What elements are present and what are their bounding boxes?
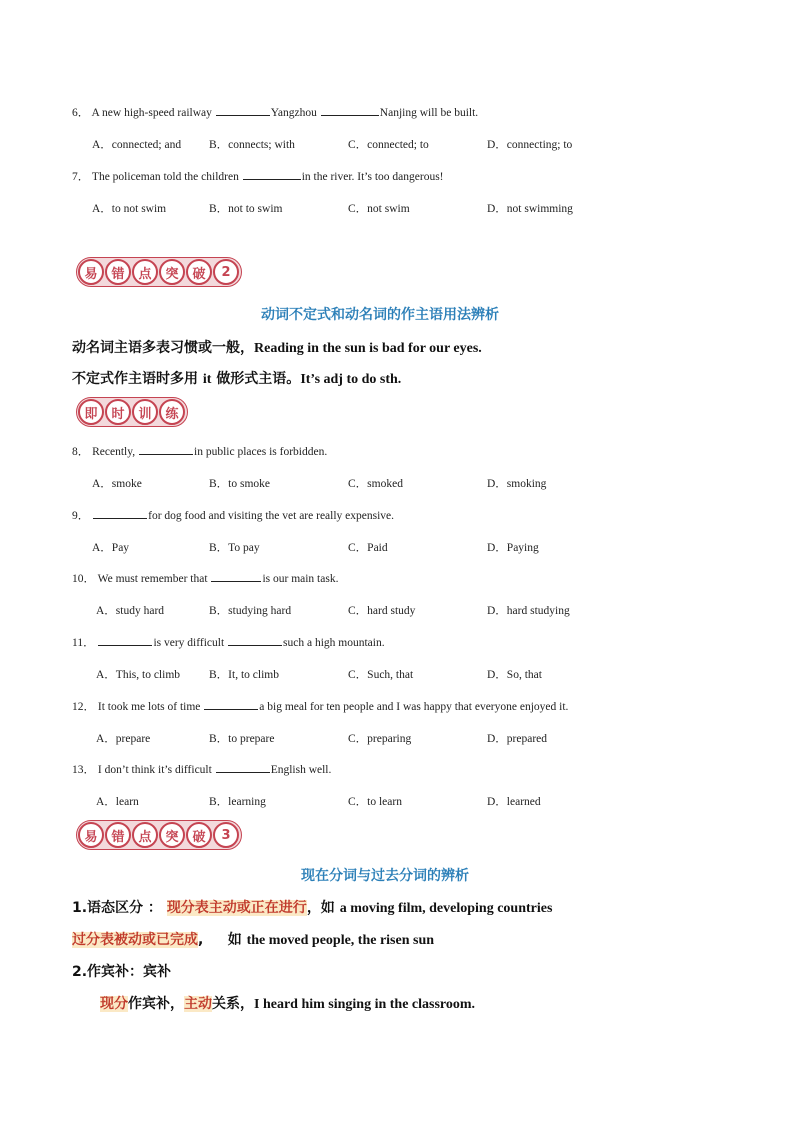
- answer-blank[interactable]: [139, 444, 193, 455]
- rule-line-2: 不定式作主语时多用 it 做形式主语。It’s adj to do sth.: [72, 371, 402, 387]
- question-text: It took me lots of time: [97, 701, 201, 713]
- highlight: 现分: [100, 996, 128, 1012]
- participle-rule-1: 1.语态区分 ： 现分表主动或正在进行，如 a moving film, developing countries: [72, 900, 553, 916]
- option-b[interactable]: B．not to swim: [209, 203, 283, 215]
- question-number: 8．: [72, 446, 90, 458]
- badge-char: 点: [132, 822, 158, 848]
- participle-rule-2-label: 2.作宾补：宾补: [72, 964, 172, 980]
- option-b[interactable]: B．It, to climb: [209, 669, 279, 681]
- question-text: English well.: [270, 764, 332, 776]
- option-a[interactable]: A．connected; and: [92, 139, 182, 151]
- question-text: The policeman told the children: [91, 171, 239, 183]
- question-12: [72, 698, 568, 714]
- answer-blank[interactable]: [321, 105, 379, 116]
- question-text: Recently,: [92, 446, 136, 458]
- highlight: 过分表被动或已完成: [72, 932, 198, 948]
- option-d[interactable]: D．So, that: [487, 669, 542, 681]
- option-c[interactable]: C．smoked: [348, 478, 403, 490]
- question-13: [72, 761, 331, 777]
- option-a[interactable]: A．to not swim: [92, 203, 167, 215]
- section-title: 动词不定式和动名词的作主语用法辨析: [261, 307, 499, 323]
- option-b[interactable]: B．learning: [209, 796, 266, 808]
- question-text: in the river. It’s too dangerous!: [301, 171, 444, 183]
- badge-number: 2: [213, 259, 239, 285]
- option-d[interactable]: D．prepared: [487, 733, 548, 745]
- question-text: I don’t think it’s difficult: [97, 764, 212, 776]
- option-c[interactable]: C．hard study: [348, 605, 416, 617]
- question-8: [72, 443, 327, 459]
- badge-char: 错: [105, 822, 131, 848]
- answer-blank[interactable]: [228, 635, 282, 646]
- question-text: such a high mountain.: [283, 637, 385, 649]
- error-point-badge-2: [76, 257, 242, 287]
- question-number: 7．: [72, 171, 90, 183]
- option-b[interactable]: B．to smoke: [209, 478, 271, 490]
- highlight: 主动: [184, 996, 212, 1012]
- badge-char: 时: [105, 399, 131, 425]
- option-c[interactable]: C．preparing: [348, 733, 412, 745]
- option-d[interactable]: D．learned: [487, 796, 541, 808]
- badge-char: 易: [78, 822, 104, 848]
- badge-char: 即: [78, 399, 104, 425]
- section-title: 现在分词与过去分词的辨析: [301, 868, 469, 884]
- participle-rule-2: 现分作宾补，主动关系，I heard him singing in the classroom.: [100, 996, 476, 1012]
- answer-blank[interactable]: [204, 699, 258, 710]
- answer-blank[interactable]: [211, 571, 261, 582]
- question-text: is very difficult: [153, 637, 225, 649]
- option-d[interactable]: D．smoking: [487, 478, 547, 490]
- answer-blank[interactable]: [216, 105, 270, 116]
- option-c[interactable]: C．to learn: [348, 796, 402, 808]
- badge-char: 破: [186, 259, 212, 285]
- option-b[interactable]: B．studying hard: [209, 605, 292, 617]
- answer-blank[interactable]: [98, 635, 152, 646]
- question-6: [72, 104, 478, 120]
- question-text: is our main task.: [262, 573, 339, 585]
- option-d[interactable]: D．not swimming: [487, 203, 573, 215]
- answer-blank[interactable]: [93, 508, 147, 519]
- question-text: Nanjing will be built.: [379, 107, 479, 119]
- question-7: [72, 168, 444, 184]
- question-text: in public places is forbidden.: [194, 446, 328, 458]
- option-c[interactable]: C．not swim: [348, 203, 410, 215]
- answer-blank[interactable]: [216, 762, 270, 773]
- rule-line-1: 动名词主语多表习惯或一般，Reading in the sun is bad for our eyes.: [72, 340, 482, 356]
- option-c[interactable]: C．connected; to: [348, 139, 429, 151]
- question-number: 9．: [72, 510, 90, 522]
- badge-char: 点: [132, 259, 158, 285]
- option-d[interactable]: D．Paying: [487, 542, 539, 554]
- option-c[interactable]: C．Paid: [348, 542, 388, 554]
- question-9: [72, 507, 394, 523]
- question-number: 11．: [72, 637, 95, 649]
- option-d[interactable]: D．connecting; to: [487, 139, 573, 151]
- error-point-badge-3: [76, 820, 242, 850]
- question-number: 12．: [72, 701, 95, 713]
- badge-char: 破: [186, 822, 212, 848]
- badge-char: 易: [78, 259, 104, 285]
- question-number: 13．: [72, 764, 95, 776]
- answer-blank[interactable]: [243, 169, 301, 180]
- option-c[interactable]: C．Such, that: [348, 669, 414, 681]
- badge-char: 错: [105, 259, 131, 285]
- option-d[interactable]: D．hard studying: [487, 605, 570, 617]
- option-a[interactable]: A．smoke: [92, 478, 142, 490]
- option-a[interactable]: A．Pay: [92, 542, 130, 554]
- question-text: for dog food and visiting the vet are really expensive.: [148, 510, 395, 522]
- question-number: 6．: [72, 107, 90, 119]
- badge-char: 突: [159, 259, 185, 285]
- question-text: a big meal for ten people and I was happy that everyone enjoyed it.: [259, 701, 569, 713]
- question-text: Yangzhou: [270, 107, 317, 119]
- question-text: A new high-speed railway: [91, 107, 212, 119]
- badge-number: 3: [213, 822, 239, 848]
- option-a[interactable]: A．This, to climb: [96, 669, 181, 681]
- option-b[interactable]: B．to prepare: [209, 733, 275, 745]
- option-a[interactable]: A．study hard: [96, 605, 165, 617]
- question-11: [72, 634, 385, 650]
- participle-rule-1b: 过分表被动或已完成, 如 the moved people, the risen sun: [72, 932, 435, 948]
- badge-char: 训: [132, 399, 158, 425]
- option-b[interactable]: B．connects; with: [209, 139, 295, 151]
- option-a[interactable]: A．learn: [96, 796, 139, 808]
- question-10: [72, 570, 338, 586]
- badge-char: 练: [159, 399, 185, 425]
- option-a[interactable]: A．prepare: [96, 733, 151, 745]
- drill-badge: [76, 397, 188, 427]
- highlight: 现分表主动或正在进行: [166, 900, 307, 916]
- badge-char: 突: [159, 822, 185, 848]
- question-number: 10．: [72, 573, 95, 585]
- option-b[interactable]: B．To pay: [209, 542, 260, 554]
- question-text: We must remember that: [97, 573, 208, 585]
